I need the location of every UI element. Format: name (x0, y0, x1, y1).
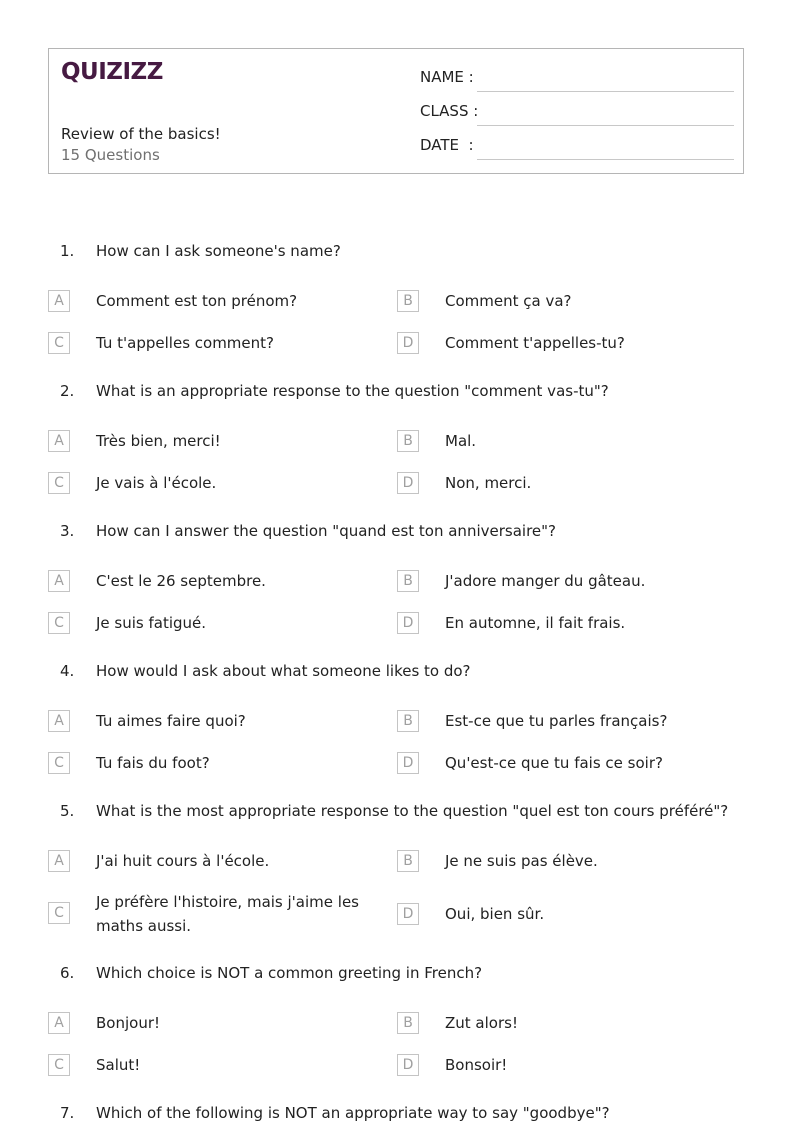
option-letter: D (397, 332, 419, 354)
question-text: How can I ask someone's name? (96, 242, 341, 260)
option-text: Je vais à l'école. (96, 474, 217, 492)
question-text: How would I ask about what someone likes to do? (96, 662, 471, 680)
name-line (477, 91, 734, 92)
option-text: Je suis fatigué. (96, 614, 207, 632)
date-label: DATE : (420, 136, 474, 154)
option-letter: A (48, 290, 70, 312)
option-letter: B (397, 710, 419, 732)
class-field[interactable] (420, 100, 734, 126)
option-text: Tu fais du foot? (96, 754, 210, 772)
question-number: 7. (60, 1104, 75, 1122)
question-number: 5. (60, 802, 75, 820)
class-line (477, 125, 734, 126)
option-letter: C (48, 752, 70, 774)
name-field[interactable] (420, 66, 734, 92)
option-letter: D (397, 472, 419, 494)
option-text: Comment ça va? (445, 292, 572, 310)
date-field[interactable] (420, 134, 734, 160)
option-text: Je préfère l'histoire, mais j'aime les maths aussi. (96, 893, 359, 935)
option-text: J'ai huit cours à l'école. (96, 852, 270, 870)
option-letter: C (48, 902, 70, 924)
question-text: Which choice is NOT a common greeting in French? (96, 964, 483, 982)
quizizz-logo: QUIZIZZ (61, 59, 163, 85)
option-letter: D (397, 1054, 419, 1076)
option-text: Tu aimes faire quoi? (96, 712, 246, 730)
question-number: 6. (60, 964, 75, 982)
question-number: 2. (60, 382, 75, 400)
question-text: How can I answer the question "quand est ton anniversaire"? (96, 522, 556, 540)
name-label: NAME : (420, 68, 474, 86)
option-text: En automne, il fait frais. (445, 614, 626, 632)
date-line (477, 159, 734, 160)
option-text: Non, merci. (445, 474, 532, 492)
option-letter: A (48, 570, 70, 592)
option-text: C'est le 26 septembre. (96, 572, 266, 590)
option-letter: C (48, 332, 70, 354)
option-text: Bonsoir! (445, 1056, 508, 1074)
option-letter: B (397, 850, 419, 872)
option-text: Je ne suis pas élève. (445, 852, 598, 870)
option-text: Qu'est-ce que tu fais ce soir? (445, 754, 663, 772)
option-text: J'adore manger du gâteau. (445, 572, 646, 590)
option-letter: B (397, 1012, 419, 1034)
option-text: Très bien, merci! (96, 432, 221, 450)
option-letter: D (397, 612, 419, 634)
option-letter: D (397, 903, 419, 925)
option-text: Bonjour! (96, 1014, 161, 1032)
option-letter: C (48, 472, 70, 494)
option-letter: C (48, 612, 70, 634)
option-text: Salut! (96, 1056, 141, 1074)
worksheet-title: Review of the basics! (61, 125, 221, 143)
question-text: Which of the following is NOT an appropriate way to say "goodbye"? (96, 1104, 610, 1122)
option-letter: A (48, 430, 70, 452)
option-text: Tu t'appelles comment? (96, 334, 275, 352)
option-text: Mal. (445, 432, 477, 450)
option-letter: B (397, 430, 419, 452)
option-text: Oui, bien sûr. (445, 905, 545, 923)
question-text: What is the most appropriate response to the question "quel est ton cours préféré"? (96, 802, 729, 820)
option-letter: B (397, 290, 419, 312)
option-text: Comment est ton prénom? (96, 292, 298, 310)
worksheet-header (48, 48, 744, 174)
question-count: 15 Questions (61, 146, 160, 164)
question-text: What is an appropriate response to the question "comment vas-tu"? (96, 382, 609, 400)
option-letter: A (48, 710, 70, 732)
option-letter: B (397, 570, 419, 592)
option-text: Est-ce que tu parles français? (445, 712, 668, 730)
option-text: Comment t'appelles-tu? (445, 334, 625, 352)
question-number: 1. (60, 242, 75, 260)
question-number: 4. (60, 662, 75, 680)
option-letter: D (397, 752, 419, 774)
option-letter: A (48, 850, 70, 872)
question-number: 3. (60, 522, 75, 540)
class-label: CLASS : (420, 102, 479, 120)
option-letter: C (48, 1054, 70, 1076)
option-letter: A (48, 1012, 70, 1034)
option-text: Zut alors! (445, 1014, 518, 1032)
